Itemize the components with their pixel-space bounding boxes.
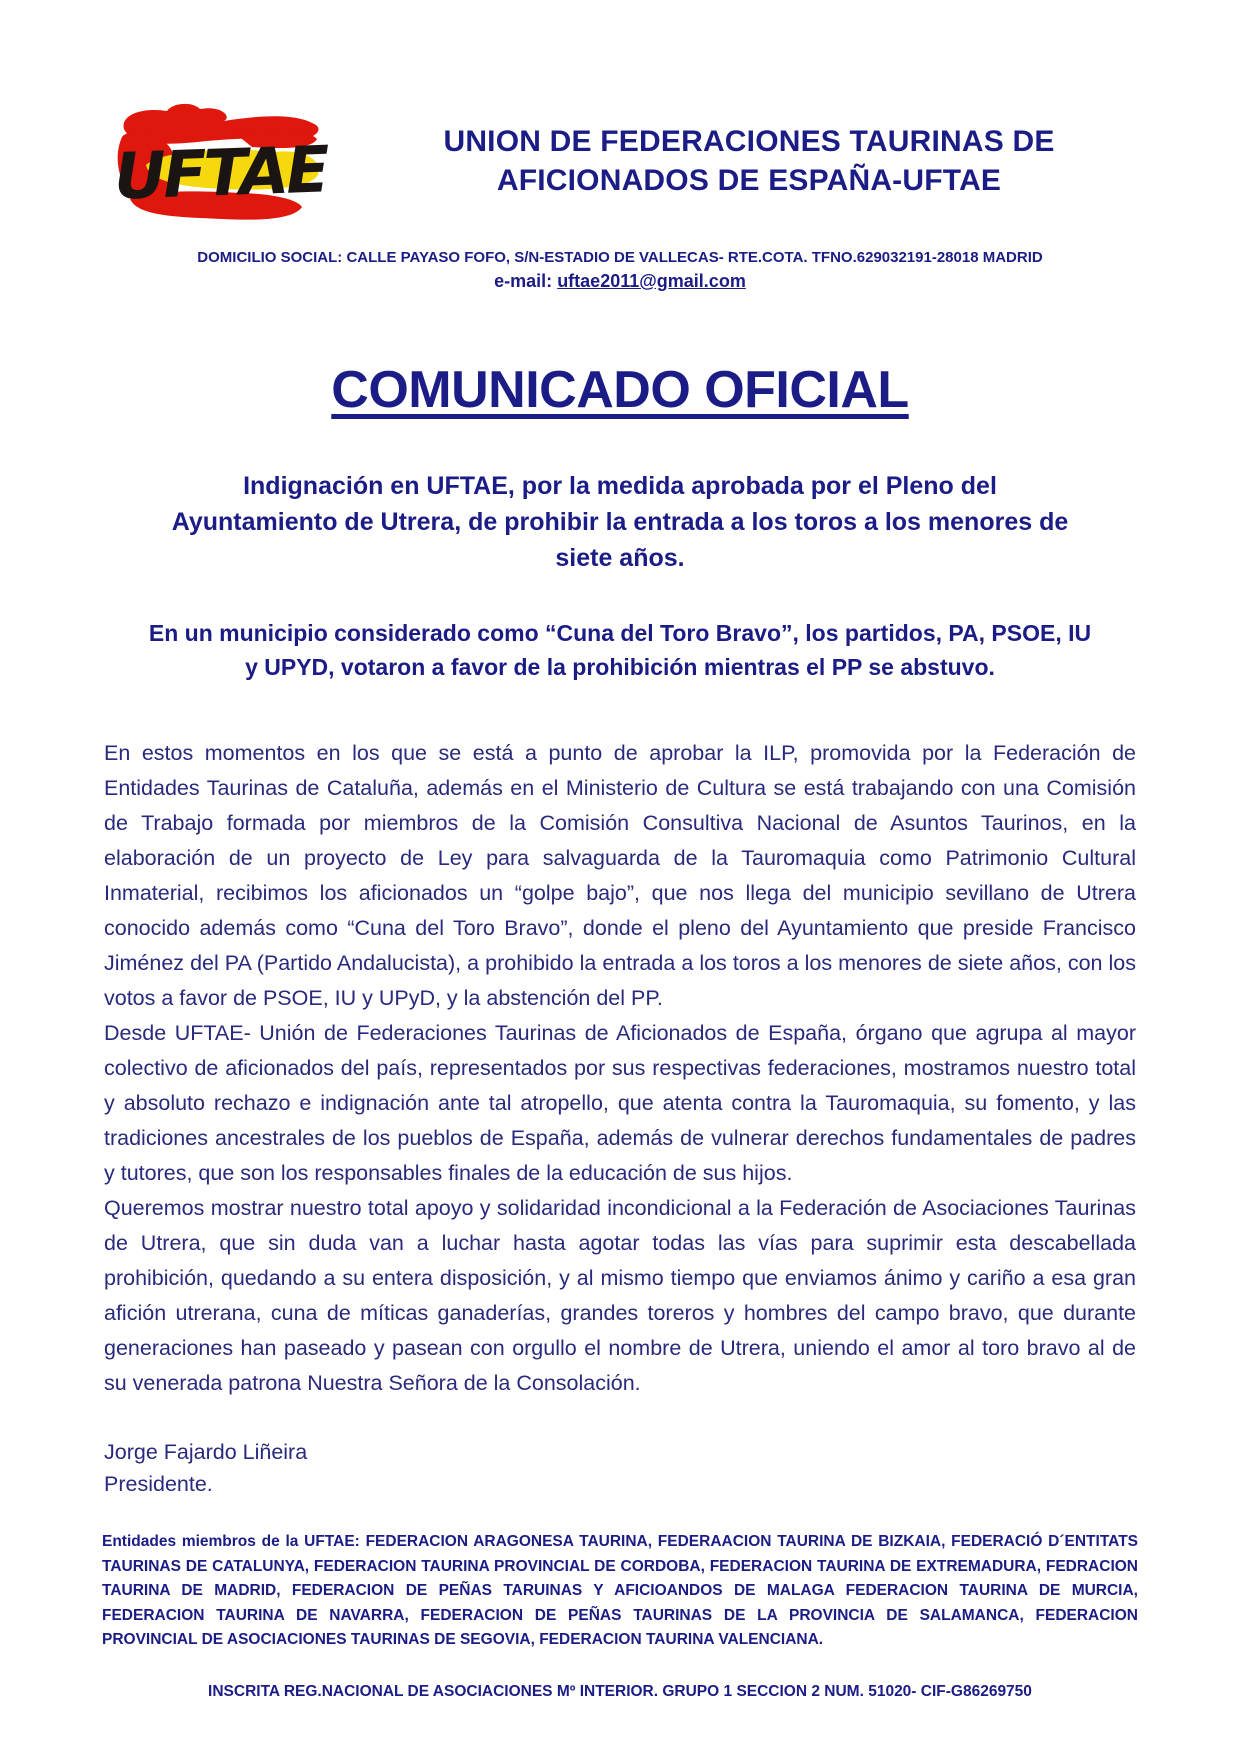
subheadline: En un municipio considerado como “Cuna del Toro Bravo”, los partidos, PA, PSOE, IU y UPYD, votaron a favor de la prohibición mientras el PP se abstuvo. — [148, 620, 1092, 680]
address-line: DOMICILIO SOCIAL: CALLE PAYASO FOFO, S/N-ESTADIO DE VALLECAS- RTE.COTA. TFNO.629032191-28018 MADRID — [197, 249, 1043, 266]
email-line — [0, 271, 1240, 292]
body-paragraph: En estos momentos en los que se está a punto de aprobar la ILP, promovida por la Federación de Entidades Taurinas de Cataluña, además en el Ministerio de Cultura se está trabajando con una Comisión de Trabajo formada por miembros de la Comisión Consultiva Nacional de Asuntos Taurinos, en la elaboración de un proyecto de Ley para salvaguarda de la Tauromaquia como Patrimonio Cultural Inmaterial, recibimos los aficionados un “golpe bajo”, que nos llega del municipio sevillano de Utrera conocido además como “Cuna del Toro Bravo”, donde el pleno del Ayuntamiento que preside Francisco Jiménez del PA (Partido Andalucista), a prohibido la entrada a los toros a los menores de siete años, con los votos a favor de PSOE, IU y UPyD, y la abstención del PP. — [104, 741, 1136, 1010]
body-text — [104, 736, 1136, 1401]
body-paragraph: Queremos mostrar nuestro total apoyo y solidaridad incondicional a la Federación de Asociaciones Taurinas de Utrera, que sin duda van a luchar hasta agotar todas las vías para suprimir esta descabellada prohibición, quedando a su entera disposición, y al mismo tiempo que enviamos ánimo y cariño a esa gran afición utrerana, cuna de míticas ganaderías, grandes toreros y hombres del campo bravo, que durante generaciones han paseado y pasean con orgullo el nombre de Utrera, uniendo el amor al toro bravo al de su venerada patrona Nuestra Señora de la Consolación. — [104, 1196, 1136, 1395]
doc-title — [0, 360, 1240, 420]
headline: Indignación en UFTAE, por la medida aprobada por el Pleno del Ayuntamiento de Utrera, de prohibir la entrada a los toros a los menores de siete años. — [171, 472, 1069, 572]
letterhead — [0, 0, 1240, 227]
uftae-logo — [112, 95, 330, 227]
org-title — [348, 122, 1150, 200]
signature-name: Jorge Fajardo Liñeira — [104, 1440, 308, 1464]
uftae-flag-logo-image — [112, 95, 330, 227]
email-label: e-mail: — [494, 271, 558, 291]
email-link[interactable]: uftae2011@gmail.com — [557, 271, 746, 291]
doc-title-text: COMUNICADO OFICIAL — [331, 361, 909, 419]
org-title-text: UNION DE FEDERACIONES TAURINAS DE AFICIONADOS DE ESPAÑA-UFTAE — [443, 125, 1055, 197]
member-entities: Entidades miembros de la UFTAE: FEDERACION ARAGONESA TAURINA, FEDERAACION TAURINA DE BIZKAIA, FEDERACIÓ D´ENTITATS TAURINAS DE CATALUNYA, FEDERACION TAURINA PROVINCIAL DE CORDOBA, FEDERACION TAURINA DE EXTREMADURA, FEDRACION TAURINA DE MADRID, FEDERACION DE PEÑAS TARUINAS Y AFICIOANDOS DE MALAGA FEDERACION TAURINA DE MURCIA, FEDERACION TAURINA DE NAVARRA, FEDERACION DE PEÑAS TAURINAS DE LA PROVINCIA DE SALAMANCA, FEDERACION PROVINCIAL DE ASOCIACIONES TAURINAS DE SEGOVIA, FEDERACION TAURINA VALENCIANA. — [102, 1533, 1138, 1648]
signature-block — [104, 1436, 1136, 1500]
body-paragraph: Desde UFTAE- Unión de Federaciones Taurinas de Aficionados de España, órgano que agrupa al mayor colectivo de aficionados del país, representados por sus respectivas federaciones, mostramos nuestro total y absoluto rechazo e indignación ante tal atropello, que atenta contra la Tauromaquia, su fomento, y las tradiciones ancestrales de los pueblos de España, además de vulnerar derechos fundamentales de padres y tutores, que son los responsables finales de la educación de sus hijos. — [104, 1021, 1136, 1185]
registry-line: INSCRITA REG.NACIONAL DE ASOCIACIONES Mº INTERIOR. GRUPO 1 SECCION 2 NUM. 51020- CIF-G86269750 — [208, 1682, 1032, 1700]
signature-role: Presidente. — [104, 1472, 213, 1496]
svg-text:UFTAE: UFTAE — [112, 133, 328, 215]
